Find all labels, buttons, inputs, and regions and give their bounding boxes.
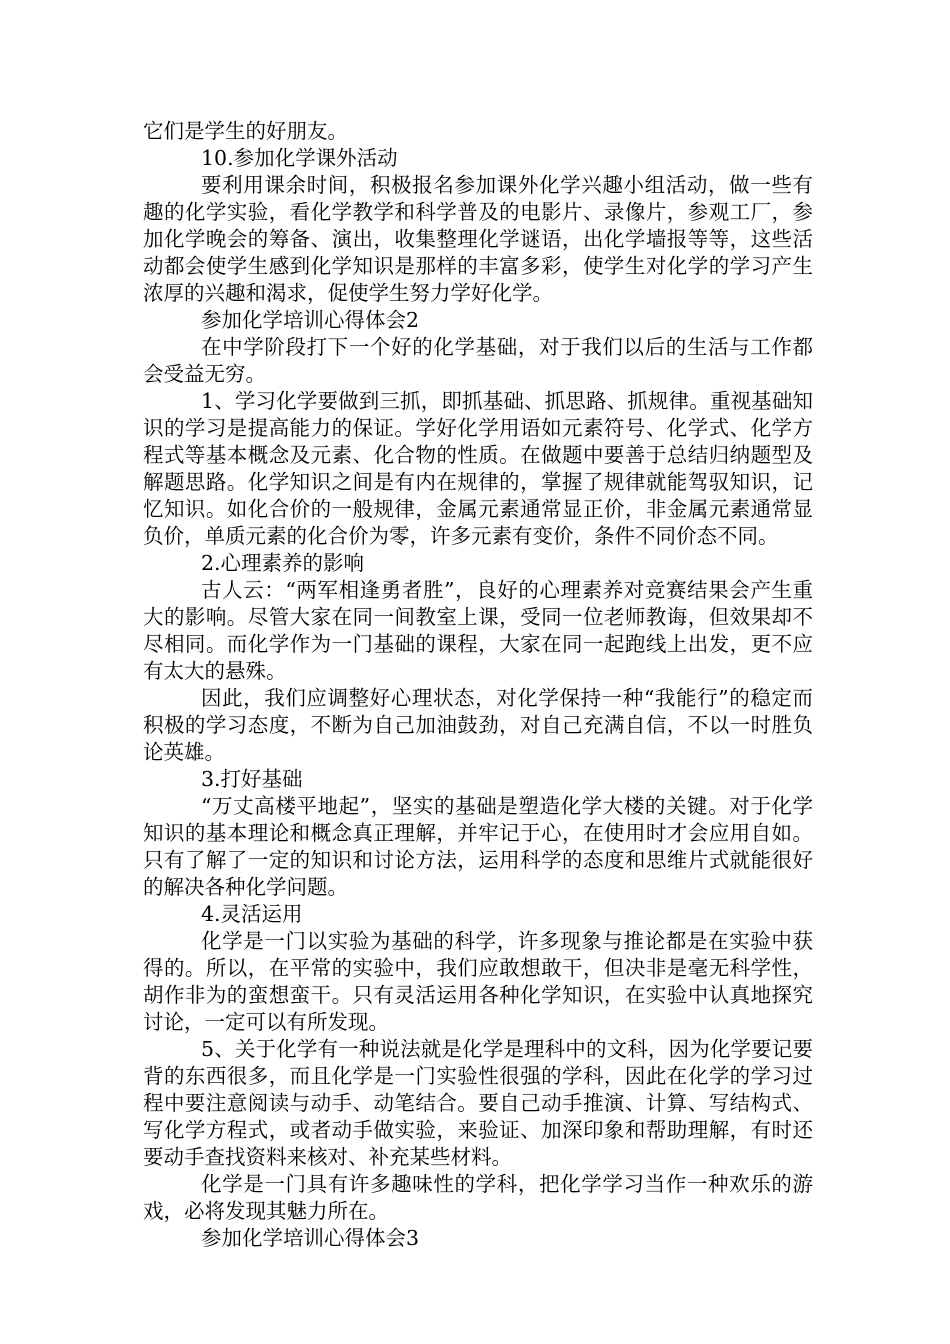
section-heading: 3.打好基础 bbox=[201, 767, 303, 791]
document-body bbox=[143, 118, 813, 1252]
paragraph: 5、关于化学有一种说法就是化学是理科中的文科，因为化学要记要背的东西很多，而且化学是一门实验性很强的学科，因此在化学的学习过程中要注意阅读与动手、动笔结合。要自己动手推演、计算、写结构式、写化学方程式，或者动手做实验，来验证、加深印象和帮助理解，有时还要动手查找资料来核对、补充某些材料。 bbox=[143, 1037, 813, 1169]
section-heading: 2.心理素养的影响 bbox=[201, 551, 365, 575]
paragraph: 在中学阶段打下一个好的化学基础，对于我们以后的生活与工作都会受益无穷。 bbox=[143, 335, 813, 386]
section-heading: 4.灵活运用 bbox=[201, 902, 303, 926]
paragraph: 它们是学生的好朋友。 bbox=[143, 119, 348, 143]
paragraph: “万丈高楼平地起”，坚实的基础是塑造化学大楼的关键。对于化学知识的基本理论和概念真正理解，并牢记于心，在使用时才会应用自如。只有了解了一定的知识和讨论方法，运用科学的态度和思维片式就能很好的解决各种化学问题。 bbox=[143, 794, 813, 899]
paragraph: 因此，我们应调整好心理状态，对化学保持一种“我能行”的稳定而积极的学习态度，不断为自己加油鼓劲，对自己充满自信，不以一时胜负论英雄。 bbox=[143, 686, 813, 764]
paragraph: 古人云：“两军相逢勇者胜”，良好的心理素养对竞赛结果会产生重大的影响。尽管大家在同一间教室上课，受同一位老师教诲，但效果却不尽相同。而化学作为一门基础的课程，大家在同一起跑线上出发，更不应有太大的悬殊。 bbox=[143, 578, 813, 683]
section-heading: 10.参加化学课外活动 bbox=[201, 146, 398, 170]
paragraph: 1、学习化学要做到三抓，即抓基础、抓思路、抓规律。重视基础知识的学习是提高能力的保证。学好化学用语如元素符号、化学式、化学方程式等基本概念及元素、化合物的性质。在做题中要善于总结归纳题型及解题思路。化学知识之间是有内在规律的，掌握了规律就能驾驭知识，记忆知识。如化合价的一般规律，金属元素通常显正价，非金属元素通常显负价，单质元素的化合价为零，许多元素有变价，条件不同价态不同。 bbox=[143, 389, 813, 548]
section-heading: 参加化学培训心得体会3 bbox=[201, 1226, 420, 1250]
section-heading: 参加化学培训心得体会2 bbox=[201, 308, 420, 332]
paragraph: 要利用课余时间，积极报名参加课外化学兴趣小组活动，做一些有趣的化学实验，看化学教学和科学普及的电影片、录像片，参观工厂，参加化学晚会的筹备、演出，收集整理化学谜语，出化学墙报等等，这些活动都会使学生感到化学知识是那样的丰富多彩，使学生对化学的学习产生浓厚的兴趣和渴求，促使学生努力学好化学。 bbox=[143, 173, 813, 305]
paragraph: 化学是一门以实验为基础的科学，许多现象与推论都是在实验中获得的。所以，在平常的实验中，我们应敢想敢干，但决非是毫无科学性，胡作非为的蛮想蛮干。只有灵活运用各种化学知识，在实验中认真地探究讨论，一定可以有所发现。 bbox=[143, 929, 813, 1034]
paragraph: 化学是一门具有许多趣味性的学科，把化学学习当作一种欢乐的游戏，必将发现其魅力所在。 bbox=[143, 1172, 813, 1223]
